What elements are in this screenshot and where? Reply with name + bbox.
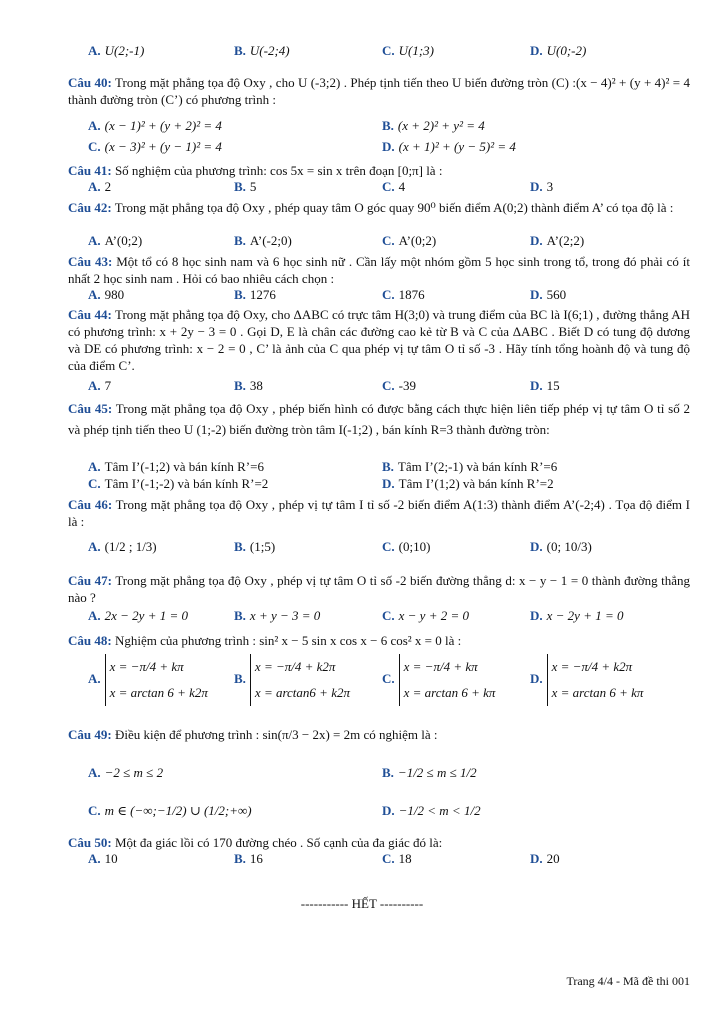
page-footer: Trang 4/4 - Mã đề thi 001	[566, 974, 690, 988]
q43-option-b[interactable]: B. 1276	[234, 287, 276, 302]
question-42: Câu 42: Trong mặt phẳng tọa độ Oxy , phép quay tâm O góc quay 90⁰ biến điểm A(0;2) thành điểm A’ có tọa độ là :	[68, 200, 674, 215]
q45-option-d[interactable]: D. Tâm I’(1;2) và bán kính R’=2	[382, 476, 554, 491]
q43-option-a[interactable]: A. 980	[88, 287, 125, 302]
q46-options	[0, 538, 724, 558]
question-40	[68, 74, 690, 108]
q41-option-d[interactable]: D. 3	[530, 179, 554, 194]
question-49: Câu 49: Điều kiện để phương trình : sin(π/3 − 2x) = 2m có nghiệm là :	[68, 727, 438, 742]
q48-options	[0, 654, 724, 710]
q41-option-b[interactable]: B. 5	[234, 179, 257, 194]
question-44: Câu 44: Trong mặt phẳng tọa độ Oxy, cho ΔABC có trực tâm H(3;0) và trung điểm của BC là I(6;1) , đường thẳng AH có phương trình: x + 2y − 3 = 0 . Gọi D, E là chân các đường cao kẻ từ B và C của ΔABC . Biết D có tung độ dương và DE có phương trình: x − 2 = 0 , C’ là ảnh của C qua phép vị tự tâm O tỉ số -3 . Hãy tính tổng hoành độ và tung độ của điểm C’.	[68, 307, 691, 373]
q48-option-a[interactable]: A. x = −π/4 + kπ x = arctan 6 + k2π	[88, 654, 208, 706]
q44-options	[0, 377, 724, 397]
q46-option-d[interactable]: D. (0; 10/3)	[530, 539, 592, 554]
q42-option-b[interactable]: B. A’(-2;0)	[234, 233, 292, 248]
q45-option-a[interactable]: A. Tâm I’(-1;2) và bán kính R’=6	[88, 459, 264, 474]
q39-option-d-text: U(0;-2)	[546, 43, 587, 58]
q40-option-a[interactable]: A. (x − 1)² + (y + 2)² = 4	[88, 118, 222, 133]
q45-option-c[interactable]: C. Tâm I’(-1;-2) và bán kính R’=2	[88, 476, 269, 491]
q49-option-b[interactable]: B. −1/2 ≤ m ≤ 1/2	[382, 765, 477, 780]
q40-options-row1	[0, 117, 724, 137]
q47-option-d[interactable]: D. x − 2y + 1 = 0	[530, 608, 624, 623]
question-text: Trong mặt phẳng tọa độ Oxy , cho U (-3;2) . Phép tịnh tiến theo U biến đường tròn (C) :(x − 4)² + (y + 4)² = 4 thành đường tròn (C’) có phương trình :	[68, 75, 691, 107]
q45-option-b[interactable]: B. Tâm I’(2;-1) và bán kính R’=6	[382, 459, 558, 474]
q46-option-a[interactable]: A. (1/2 ; 1/3)	[88, 539, 157, 554]
question-label: Câu 40:	[68, 75, 112, 90]
q40-option-c[interactable]: C. (x − 3)² + (y − 1)² = 4	[88, 139, 222, 154]
q39-option-b[interactable]: B. U(-2;4)	[234, 43, 290, 58]
q50-options	[0, 850, 724, 870]
q40-option-b[interactable]: B. (x + 2)² + y² = 4	[382, 118, 485, 133]
q40-options-row2	[0, 138, 724, 158]
q46-option-b[interactable]: B. (1;5)	[234, 539, 276, 554]
q43-options	[0, 286, 724, 306]
q39-option-c-text: U(1;3)	[398, 43, 435, 58]
q49-options-row1	[0, 764, 724, 784]
q44-option-a[interactable]: A. 7	[88, 378, 112, 393]
q40-option-d[interactable]: D. (x + 1)² + (y − 5)² = 4	[382, 139, 516, 154]
question-48: Câu 48: Nghiệm của phương trình : sin² x − 5 sin x cos x − 6 cos² x = 0 là :	[68, 633, 462, 648]
q50-option-d[interactable]: D. 20	[530, 851, 560, 866]
q49-option-c[interactable]: C. m ∈ (−∞;−1/2) ∪ (1/2;+∞)	[88, 803, 252, 818]
q42-option-a[interactable]: A. A’(0;2)	[88, 233, 143, 248]
question-50: Câu 50: Một đa giác lồi có 170 đường chéo . Số cạnh của đa giác đó là:	[68, 835, 443, 850]
q45-options-row2	[0, 475, 724, 495]
q42-option-d[interactable]: D. A’(2;2)	[530, 233, 585, 248]
q47-options	[0, 607, 724, 627]
q44-option-b[interactable]: B. 38	[234, 378, 263, 393]
q39-option-d[interactable]: D. U(0;-2)	[530, 43, 587, 58]
q39-option-b-text: U(-2;4)	[249, 43, 290, 58]
q48-option-d[interactable]: D. x = −π/4 + k2π x = arctan 6 + kπ	[530, 654, 643, 706]
q39-options	[0, 42, 724, 62]
q44-option-d[interactable]: D. 15	[530, 378, 560, 393]
q44-option-c[interactable]: C. -39	[382, 378, 416, 393]
question-47: Câu 47: Trong mặt phẳng tọa độ Oxy , phép vị tự tâm O tỉ số -2 biến đường thẳng d: x − y − 1 = 0 thành đường thẳng nào ?	[68, 573, 691, 605]
q49-options-row2	[0, 802, 724, 822]
q50-option-c[interactable]: C. 18	[382, 851, 412, 866]
question-43: Câu 43: Một tổ có 8 học sinh nam và 6 học sinh nữ . Cần lấy một nhóm gồm 5 học sinh trong tổ, trong đó phải có ít nhất 2 học sinh nam . Hỏi có bao nhiêu cách chọn :	[68, 254, 690, 286]
end-marker: ----------- HẾT ----------	[300, 896, 424, 911]
q43-option-c[interactable]: C. 1876	[382, 287, 425, 302]
q42-option-c[interactable]: C. A’(0;2)	[382, 233, 437, 248]
q47-option-b[interactable]: B. x + y − 3 = 0	[234, 608, 321, 623]
q42-options	[0, 232, 724, 252]
question-41: Câu 41: Số nghiệm của phương trình: cos 5x = sin x trên đoạn [0;π] là :	[68, 163, 443, 178]
q46-option-c[interactable]: C. (0;10)	[382, 539, 431, 554]
q49-option-d[interactable]: D. −1/2 < m < 1/2	[382, 803, 481, 818]
q50-option-a[interactable]: A. 10	[88, 851, 118, 866]
q47-option-c[interactable]: C. x − y + 2 = 0	[382, 608, 469, 623]
q39-option-c[interactable]: C. U(1;3)	[382, 43, 435, 58]
q41-option-a[interactable]: A. 2	[88, 179, 112, 194]
q50-option-b[interactable]: B. 16	[234, 851, 263, 866]
q48-option-b[interactable]: B. x = −π/4 + k2π x = arctan6 + k2π	[234, 654, 350, 706]
q39-option-a-text: U(2;-1)	[104, 43, 145, 58]
q41-options	[0, 178, 724, 198]
q48-option-c[interactable]: C. x = −π/4 + kπ x = arctan 6 + kπ	[382, 654, 495, 706]
q47-option-a[interactable]: A. 2x − 2y + 1 = 0	[88, 608, 188, 623]
q43-option-d[interactable]: D. 560	[530, 287, 567, 302]
question-45: Câu 45: Trong mặt phẳng tọa độ Oxy , phép biến hình có được bằng cách thực hiện liên tiếp phép vị tự tâm O tỉ số 2 và phép tịnh tiến theo U (1;-2) biến đường tròn tâm I(-1;2) , bán kính R=3 thành đường tròn:	[68, 401, 691, 437]
q49-option-a[interactable]: A. −2 ≤ m ≤ 2	[88, 765, 164, 780]
question-46: Câu 46: Trong mặt phẳng tọa độ Oxy , phép vị tự tâm I tỉ số -2 biến điểm A(1:3) thành điểm A’(-2;4) . Tọa độ điểm I là :	[68, 497, 690, 529]
q39-option-a[interactable]: A. U(2;-1)	[88, 43, 145, 58]
q41-option-c[interactable]: C. 4	[382, 179, 406, 194]
